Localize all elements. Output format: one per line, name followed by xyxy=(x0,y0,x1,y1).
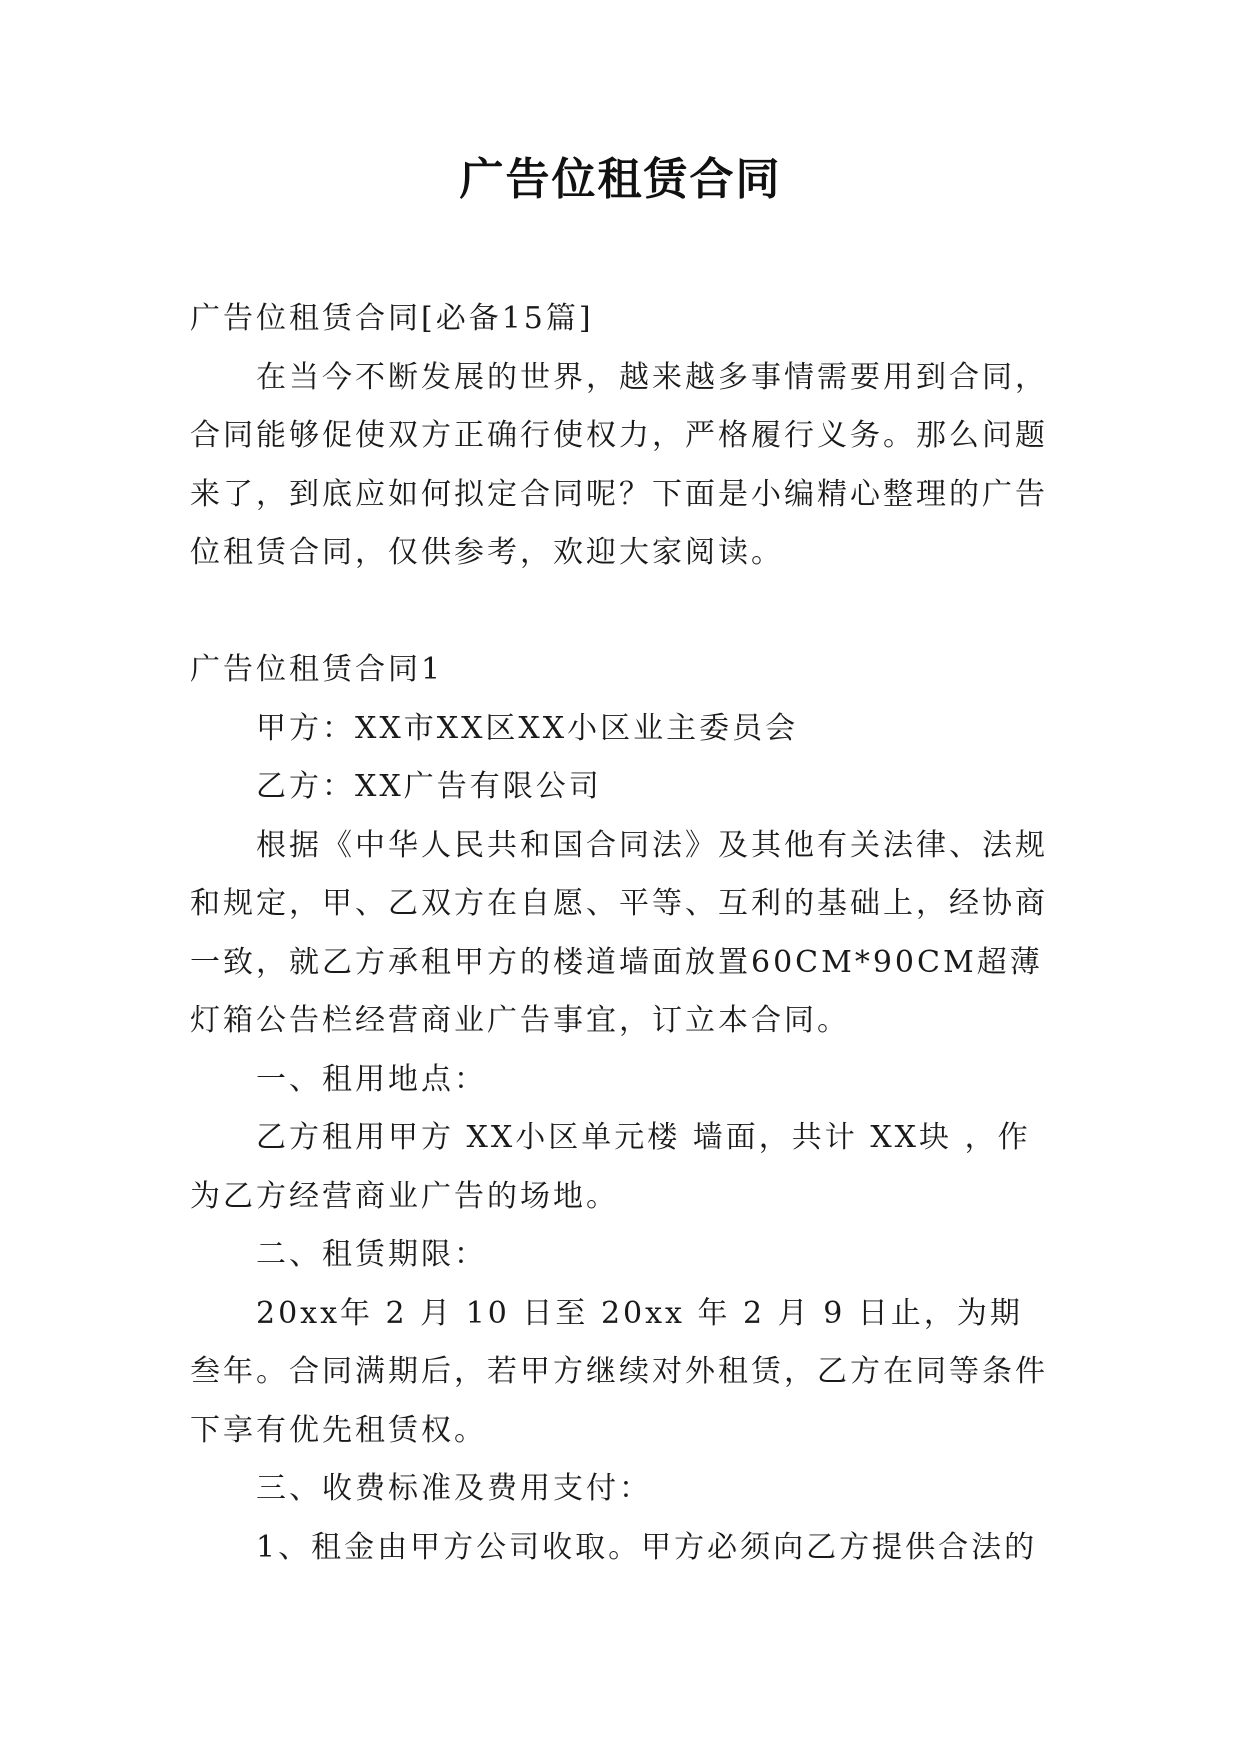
party-a: 甲方：XX市XX区XX小区业主委员会 xyxy=(256,710,799,746)
document-title: 广告位租赁合同 xyxy=(459,154,782,205)
section-heading: 广告位租赁合同1 xyxy=(190,652,444,687)
basis-paragraph: 根据《中华人民共和国合同法》及其他有关法律、法规和规定，甲、乙双方在自愿、平等、互利的基础上，经协商一致，就乙方承租甲方的楼道墙面放置60CM*90CM超薄灯箱公告栏经营商业广告事宜，订立本合同。 xyxy=(190,827,1048,1038)
paragraph-gap xyxy=(190,583,1060,642)
clause-2-heading: 二、租赁期限： xyxy=(256,1237,487,1272)
party-b: 乙方：XX广告有限公司 xyxy=(256,769,602,804)
document-subtitle: 广告位租赁合同[必备15篇] xyxy=(190,301,594,336)
clause-2-text: 20xx年 2 月 10 日至 20xx 年 2 月 9 日止，为期 叁年。合同满期后，若甲方继续对外租赁，乙方在同等条件下享有优先租赁权。 xyxy=(190,1295,1048,1448)
intro-paragraph: 在当今不断发展的世界，越来越多事情需要用到合同，合同能够促使双方正确行使权力，严格履行义务。那么问题来了，到底应如何拟定合同呢？下面是小编精心整理的广告位租赁合同，仅供参考，欢迎大家阅读。 xyxy=(190,359,1048,570)
document-body xyxy=(190,290,1060,1577)
clause-1-text: 乙方租用甲方 XX小区单元楼 墙面，共计 XX块 ，作为乙方经营商业广告的场地。 xyxy=(190,1120,1031,1214)
clause-3-heading: 三、收费标准及费用支付： xyxy=(256,1471,652,1506)
clause-1-heading: 一、租用地点： xyxy=(256,1061,487,1097)
clause-3-item-1: 1、租金由甲方公司收取。甲方必须向乙方提供合法的 xyxy=(256,1529,1038,1565)
